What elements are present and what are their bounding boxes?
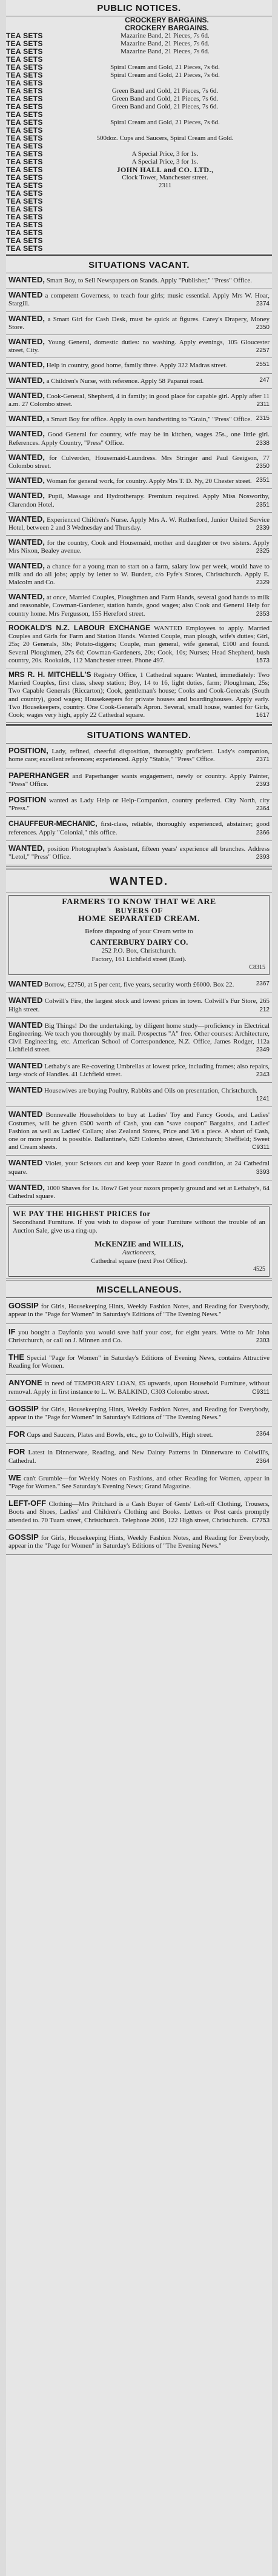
ad-body: position Photographer's Assistant, fifteen years' experience all branches. Address "Letol," "Press" Office. [8, 845, 270, 860]
classified-ad [6, 1083, 272, 1107]
farmers-code: C8315 [249, 964, 265, 971]
ad-lead-word: WANTED [8, 1085, 43, 1094]
tea-set-description: Spiral Cream and Gold, 21 Pieces, 7s 6d. [110, 119, 220, 126]
classified-ad [6, 358, 272, 373]
ad-body: WANTED Employees to apply. Married Couples and Girls for Farm and Station Hands. Wanted Couple, man plough, wife's duties; Girl, 25s; 20 Generals, 30s; Potato-diggers; Couple, man general, wife general, £100 and found. Several Ploughmen, 27s 6d; Cowman-Gardeners, 20s; Cook, 10s; Nurses; Head Shepherd, bush country, 20s. Rookalds, 112 Manchester street. Phone 497. [8, 624, 270, 664]
ad-lead-word: WANTED, [8, 337, 45, 347]
ad-reference-code: 2374 [256, 301, 270, 308]
ad-lead-word: WANTED, [8, 390, 45, 400]
farmers-line-3: HOME SEPARATED CREAM. [78, 914, 200, 924]
tea-set-description [62, 127, 268, 135]
tea-sets-label: TEA SETS [6, 71, 43, 79]
ad-reference-code: 2353 [256, 610, 270, 617]
classified-ad [6, 1470, 272, 1496]
classified-ad [6, 559, 272, 591]
ad-reference-code: C9311 [252, 1388, 270, 1396]
tea-sets-label: TEA SETS [6, 181, 43, 190]
tea-sets-label: TEA SETS [6, 228, 43, 237]
classified-ad [6, 1324, 272, 1350]
tea-sets-descriptions [62, 32, 272, 253]
ad-lead-word: WANTED, [8, 1182, 45, 1192]
wanted-list [6, 977, 272, 1205]
classified-ad [6, 1298, 272, 1323]
ad-reference-code: 2343 [256, 1071, 270, 1078]
ad-lead-word: WANTED, [8, 375, 45, 385]
ad-lead-word: WE [8, 1473, 21, 1482]
ad-lead-word: WANTED [8, 290, 43, 300]
ad-body: Woman for general work, for country. Apply Mrs T. D. Ny, 20 Chester street. [46, 478, 252, 485]
tea-set-description [62, 142, 268, 150]
ad-reference-code: 2366 [256, 829, 270, 836]
tea-sets-label: TEA SETS [6, 173, 43, 182]
ad-body: Colwill's Fire, the largest stock and lowest prices in town. Colwill's Fur Store, 265 High street. [8, 997, 270, 1013]
tea-sets-label: TEA SETS [6, 142, 43, 150]
classified-ad [6, 1350, 272, 1375]
ad-body: you bought a Dayfonia you would save half your cost, for eight years. Write to Mr John Christchurch, or call on J. Minnen and Co. [8, 1328, 270, 1344]
ad-lead-word: WANTED, [8, 476, 45, 485]
classified-ad [6, 977, 272, 993]
ad-reference-code: 2257 [256, 347, 270, 354]
farmers-line-5: CANTERBURY DAIRY CO. [90, 937, 188, 947]
tea-set-description: Green Band and Gold, 21 Pieces, 7s 6d. [111, 103, 219, 110]
ad-lead-word: WANTED, [8, 360, 45, 370]
ad-lead-word: WANTED, [8, 452, 45, 462]
classified-ad [6, 513, 272, 536]
classified-ad [6, 1107, 272, 1156]
ad-reference-code: 2350 [256, 324, 270, 331]
classified-ad [6, 1180, 272, 1205]
classified-ad [6, 389, 272, 412]
classified-ad [6, 768, 272, 793]
furniture-code: 4525 [253, 1266, 265, 1273]
ad-body: Bonnevalle Householders to buy at Ladies' Toy and Fancy Goods, and Ladies' Costumes, will be given £500 worth of Cash, you can "save coupon" Bargains, and Ladies' Fashion as well as Ladies' Collars; also Zealand Stores, Price and 3/6 a piece. A short of Cash, one or more pound is possible. Ballantine's, 629 Colombo street, Christchurch; Sheffield; Sweet and Cream sheets. [8, 1111, 270, 1151]
ad-reference-code: 2351 [256, 501, 270, 508]
ad-body: Pupil, Massage and Hydrotherapy. Premium required. Apply Miss Nosworthy, Clarendon Hotel. [8, 493, 270, 508]
tea-sets-label: TEA SETS [6, 102, 43, 111]
classified-ad [6, 1496, 272, 1529]
ad-reference-code: 2338 [256, 439, 270, 447]
ad-body: Cups and Saucers, Plates and Bowls, etc., go to Colwill's, High street. [27, 1431, 213, 1439]
ad-body: wanted as Lady Help or Help-Companion, country preferred. City North, city "Press." [8, 796, 270, 813]
tea-sets-label: TEA SETS [6, 165, 43, 174]
divider [6, 867, 272, 868]
tea-set-description: Clock Tower, Manchester street. [122, 174, 208, 181]
crockery-header-2 [6, 24, 272, 32]
ad-lead-word: WANTED [8, 1110, 43, 1119]
tea-sets-labels [6, 32, 62, 253]
ad-body: a Smart Boy for office. Apply in own handwriting to "Grain," "Press" Office. [46, 416, 252, 424]
ad-lead-word: ROOKALD'S N.Z. LABOUR EXCHANGE [8, 623, 151, 632]
ad-lead-word: WANTED, [8, 491, 45, 501]
ad-body: Young General, domestic duties: no washing. Apply evenings, 105 Gloucester street, City. [8, 339, 270, 354]
ad-body: for Culverden, Housemaid-Laundress. Mrs Stringer and Paul Greigson, 77 Colombo street. [8, 454, 270, 470]
farmers-line-6: 252 P.O. Box, Christchurch. [101, 947, 177, 955]
ad-body: a competent Governess, to teach four girls; music essential. Apply Mrs W. Hoar, Stargill. [8, 292, 270, 308]
ad-body: first-class, reliable, thoroughly experienced, abstainer; good references. Apply "Colonial," this office. [8, 820, 270, 836]
situations-vacant-heading: SITUATIONS VACANT. [6, 257, 272, 273]
tea-set-description: Green Band and Gold, 21 Pieces, 7s 6d. [111, 95, 219, 102]
classified-ad [6, 793, 272, 817]
classified-ad [6, 288, 272, 311]
farmers-line-1: FARMERS TO KNOW THAT WE ARE [62, 897, 216, 907]
ad-body: in need of TEMPORARY LOAN, £5 upwards, upon Household Furniture, without removal. Apply in first instance to L. W. BALKIND, C303 Colombo street. [8, 1380, 270, 1396]
ad-body: can't Grumble—for Weekly Notes on Fashions, and other Reading for Women, appear in "Page for Women." See Saturday's Evening News; Grand Magazine. [8, 1474, 270, 1491]
tea-sets-label: TEA SETS [6, 126, 43, 135]
ad-reference-code: 2325 [256, 548, 270, 555]
classified-ad [6, 1529, 272, 1555]
ad-reference-code: 1573 [256, 657, 270, 664]
classified-ad [6, 817, 272, 840]
ad-lead-word: WANTED, [8, 592, 45, 602]
ad-lead-word: POSITION [8, 794, 47, 804]
divider [6, 724, 272, 726]
ad-reference-code: 2339 [256, 525, 270, 532]
ad-body: Help in country, good home, family three. Apply 322 Madras street. [46, 362, 228, 370]
ad-body: for Girls, Housekeeping Hints, Weekly Fashion Notes, and Reading for Everybody, appear in the "Page for Women" in Saturday's Editions of "The Evening News." [8, 1405, 270, 1422]
classified-ad [6, 993, 272, 1017]
ad-reference-code: 247 [259, 376, 270, 384]
tea-set-description: JOHN HALL and CO. LTD., [116, 165, 214, 174]
ad-lead-word: WANTED [8, 1060, 43, 1070]
ad-lead-word: MRS R. H. MITCHELL'S [8, 670, 91, 679]
classified-ad [6, 474, 272, 489]
ad-body: Special "Page for Women" in Saturday's Editions of Evening News, contains Attractive Reading for Women. [8, 1354, 270, 1370]
situations-wanted-heading: SITUATIONS WANTED. [6, 727, 272, 744]
ad-body: Borrow, £2750, at 5 per cent, five years, security worth £6000. Box 22. [44, 981, 234, 989]
ad-lead-word: FOR [8, 1447, 25, 1457]
classified-ad [6, 841, 272, 865]
tea-sets-label: TEA SETS [6, 32, 43, 40]
ad-lead-word: WANTED, [8, 561, 45, 570]
tea-set-description [62, 56, 268, 64]
ad-body: Big Things! Do the undertaking, by diligent home study—proficiency in Electrical Engineering. We teach you thoroughly by mail. Prospectus "A" free. Other courses: Architecture, Civil Engineering, etc. American School of Correspondence, N.Z. Office, James Rodger, 112a Lichfield street. [8, 1022, 270, 1054]
tea-set-description: 500doz. Cups and Saucers, Spiral Cream and Gold. [96, 135, 234, 142]
ad-lead-word: WANTED, [8, 514, 45, 524]
miscellaneous-heading: MISCELLANEOUS. [6, 1282, 272, 1298]
mckenzie-willis-advert [8, 1206, 270, 1277]
ad-reference-code: 2303 [256, 1337, 270, 1344]
ad-reference-code: 2350 [256, 463, 270, 470]
classified-ad [6, 335, 272, 358]
ad-reference-code: 2551 [256, 361, 270, 368]
ad-body: for Girls, Housekeeping Hints, Weekly Fashion Notes, and Reading for Everybody, appear in the "Page for Women" in Saturday's Editions of "The Evening News." [8, 1534, 270, 1550]
classified-ad [6, 744, 272, 768]
furniture-line-1: WE PAY THE HIGHEST PRICES for [13, 1209, 151, 1219]
tea-set-description: Mazarine Band, 21 Pieces, 7s 6d. [121, 48, 210, 55]
classified-ad [6, 412, 272, 427]
classified-ad [6, 1059, 272, 1083]
classified-ad [6, 536, 272, 559]
ad-reference-code: C9311 [252, 1144, 270, 1151]
ad-lead-word: FOR [8, 1429, 25, 1439]
ad-lead-word: CHAUFFEUR-MECHANIC, [8, 819, 98, 828]
ad-lead-word: IF [8, 1326, 16, 1336]
ad-lead-word: WANTED [8, 979, 43, 989]
tea-sets-label: TEA SETS [6, 134, 43, 142]
ad-lead-word: LEFT-OFF [8, 1499, 47, 1508]
tea-sets-label: TEA SETS [6, 244, 43, 253]
tea-sets-label: TEA SETS [6, 47, 43, 56]
tea-sets-label: TEA SETS [6, 150, 43, 158]
tea-sets-label: TEA SETS [6, 79, 43, 87]
ad-body: a chance for a young man to start on a farm, salary low per week, would have to milk and do all jobs; apply by letter to W. Burdett, c/o Fyfe's Stores, Christchurch. Apply E. Malcolm and Co. [8, 562, 270, 587]
tea-set-description: Mazarine Band, 21 Pieces, 7s 6d. [121, 40, 210, 47]
tea-sets-label: TEA SETS [6, 95, 43, 103]
ad-reference-code: 2364 [256, 1431, 270, 1438]
classified-ad [6, 1156, 272, 1180]
farmers-line-4: Before disposing of your Cream write to [85, 928, 193, 936]
farmers-line-2: BUYERS OF [115, 906, 163, 916]
furniture-line-3: McKENZIE and WILLIS, [94, 1239, 184, 1249]
miscellaneous-list [6, 1298, 272, 1555]
ad-body: Cook-General, Shepherd, 4 in family; in good place for capable girl. Apply after 11 a.m. 27 Colombo street. [8, 392, 270, 408]
furniture-line-5: Cathedral square (next Post Office). [91, 1257, 187, 1265]
ad-body: Latest in Dinnerware, Reading, and New Dainty Patterns in Dinnerware to Colwill's, Cathedral. [8, 1449, 270, 1465]
classified-ad [6, 1426, 272, 1444]
canterbury-dairy-advert [8, 895, 270, 975]
crockery-title-1: CROCKERY BARGAINS. [125, 16, 209, 24]
newspaper-column [6, 0, 272, 2576]
ad-lead-word: PAPERHANGER [8, 770, 70, 780]
tea-sets-label: TEA SETS [6, 158, 43, 166]
crockery-title-2: CROCKERY BARGAINS. [125, 24, 209, 32]
tea-sets-label: TEA SETS [6, 39, 43, 48]
tea-set-description: A Special Price, 3 for 1s. [131, 150, 199, 158]
ad-reference-code: 2349 [256, 1047, 270, 1054]
classified-ad [6, 1018, 272, 1059]
tea-set-description: Spiral Cream and Gold, 21 Pieces, 7s 6d. [110, 72, 220, 79]
ad-lead-word: THE [8, 1353, 24, 1362]
ad-reference-code: 2393 [256, 780, 270, 788]
classified-ad [6, 1444, 272, 1469]
ad-lead-word: GOSSIP [8, 1301, 39, 1311]
tea-sets-label: TEA SETS [6, 55, 43, 64]
classified-ad [6, 590, 272, 622]
tea-sets-label: TEA SETS [6, 87, 43, 95]
ad-lead-word: WANTED, [8, 313, 45, 323]
tea-sets-label: TEA SETS [6, 213, 43, 221]
ad-reference-code: 2367 [256, 980, 270, 988]
furniture-line-2: Secondhand Furniture. If you wish to dispose of your Furniture without the trouble of an Auction Sale, give us a ring-up. [13, 1219, 265, 1235]
tea-sets-label: TEA SETS [6, 110, 43, 119]
classified-ad [6, 451, 272, 474]
ad-reference-code: 2315 [256, 415, 270, 422]
tea-sets-label: TEA SETS [6, 189, 43, 198]
ad-reference-code: 2393 [256, 853, 270, 860]
ad-body: Lethaby's are Re-covering Umbrellas at lowest price, including frames; also repairs, large stock of Handles. 41 Lichfield street. [8, 1062, 270, 1078]
ad-body: Housewives are buying Poultry, Rabbits and Oils on presentation, Christchurch. [44, 1087, 257, 1094]
classified-ad [6, 1375, 272, 1400]
tea-set-description: A Special Price, 3 for 1s. [131, 158, 199, 165]
ad-body: a Children's Nurse, with reference. Apply 58 Papanui road. [46, 377, 204, 385]
ad-body: a Smart Girl for Cash Desk, must be quick at figures. Carey's Drapery, Money Store. [8, 315, 270, 331]
ad-reference-code: 1617 [256, 711, 270, 719]
tea-sets-label: TEA SETS [6, 63, 43, 72]
tea-sets-label: TEA SETS [6, 197, 43, 205]
ad-body: Registry Office, 1 Cathedral square: Wanted, immediately: Two Married Couples, first class, sheep station; Boy, 14 to 16, light duties, farm; Ploughman, 25s; Two Capable Generals (Riccarton); Cook, gentleman's house; Cooks and Cook-Generals (South and country), good wages; Housekeepers for private houses and boardinghouses. Apply early. Two Housekeepers, country. One Cook-General's Apron. Several, small house, wanted for Girls, Cook; wages very high, apply 22 Cathedral square. [8, 671, 270, 719]
ad-body: Lady, refined, cheerful disposition, thoroughly proficient. Lady's companion, home care; excellent references; experienced. Apply "Stable," "Press" Office. [8, 748, 270, 764]
wanted-heading: WANTED. [6, 870, 272, 893]
public-notices-heading: PUBLIC NOTICES. [6, 0, 272, 16]
tea-sets-label: TEA SETS [6, 118, 43, 127]
ad-body: and Paperhanger wants engagement, newly or country. Apply Painter, "Press" Office. [8, 772, 270, 788]
ad-reference-code: 2364 [256, 805, 270, 813]
ad-body: Smart Boy, to Sell Newspapers on Stands. Apply "Publisher," "Press" Office. [46, 277, 252, 284]
ad-body: for Girls, Housekeeping Hints, Weekly Fashion Notes, and Reading for Everybody, appear in the "Page for Women" in Saturday's Editions of "The Evening News." [8, 1303, 270, 1319]
farmers-line-7: Factory, 161 Lichfield street (East). [91, 956, 187, 964]
tea-sets-label: TEA SETS [6, 236, 43, 245]
ad-reference-code: 2364 [256, 1457, 270, 1465]
ad-lead-word: WANTED, [8, 537, 45, 547]
classified-ad [6, 622, 272, 668]
ad-reference-code: 212 [259, 1006, 270, 1013]
classified-ad [6, 489, 272, 512]
classified-ad [6, 427, 272, 450]
ad-reference-code: 2311 [256, 401, 270, 408]
ad-reference-code: 3393 [256, 1168, 270, 1176]
tea-sets-label: TEA SETS [6, 205, 43, 213]
ad-lead-word: GOSSIP [8, 1403, 39, 1413]
classified-ad [6, 668, 272, 723]
tea-set-description: 2311 [158, 182, 172, 189]
ad-lead-word: GOSSIP [8, 1532, 39, 1542]
ad-lead-word: WANTED, [8, 843, 45, 853]
classified-ad [6, 273, 272, 288]
tea-sets-label: TEA SETS [6, 221, 43, 229]
divider [6, 254, 272, 256]
ad-lead-word: WANTED, [8, 275, 45, 284]
tea-set-description [62, 111, 268, 119]
ad-body: Clothing—Mrs Pritchard is a Cash Buyer of Gents' Left-off Clothing, Trousers, Boots and Shoes, Ladies' and Children's Clothing and Books. Letters or Post cards promptly attended to. 70 Tuam street, Christchurch. Telephone 2006, 122 High street, Christchurch. [8, 1500, 270, 1524]
ad-body: Violet, your Scissors cut and keep your Razor in good condition, at 24 Cathedral square. [8, 1160, 270, 1176]
ad-lead-word: WANTED, [8, 429, 45, 439]
tea-set-description: Mazarine Band, 21 Pieces, 7s 6d. [121, 32, 210, 39]
ad-reference-code: 2351 [256, 477, 270, 484]
ad-reference-code: 2371 [256, 756, 270, 764]
situations-wanted-list [6, 744, 272, 865]
ad-body: Experienced Children's Nurse. Apply Mrs A. W. Rutherford, Junior United Service Hotel, between 2 and 3 Wednesday and Thursday. [8, 516, 270, 532]
tea-set-description: Green Band and Gold, 21 Pieces, 7s 6d. [111, 87, 219, 95]
tea-set-description: Spiral Cream and Gold, 21 Pieces, 7s 6d. [110, 64, 220, 71]
tea-set-description [62, 79, 268, 87]
ad-lead-word: ANYONE [8, 1378, 42, 1388]
situations-vacant-list [6, 273, 272, 723]
ad-body: at once, Married Couples, Ploughmen and Farm Hands, several good hands to milk and reasonable, Cowman-Gardener, station hands, good wages; also Cook and General Help for country home. Mrs Fergusson, 155 Hereford street. [8, 594, 270, 617]
ad-body: for the country, Cook and Housemaid, mother and daughter or two sisters. Apply Mrs Nixon, Bealey avenue. [8, 539, 270, 555]
classified-ad [6, 374, 272, 389]
classified-ad [6, 1401, 272, 1426]
ad-body: Good General for country, wife may be in kitchen, wages 25s., one little girl. References. Apply Country, "Press" Office. [8, 431, 270, 447]
ad-lead-word: WANTED [8, 996, 43, 1005]
classified-ad [6, 312, 272, 335]
furniture-line-4: Auctioneers, [122, 1249, 156, 1257]
ad-lead-word: WANTED [8, 1020, 43, 1030]
ad-reference-code: C7753 [251, 1517, 270, 1524]
divider [6, 1279, 272, 1280]
tea-sets-advert [6, 32, 272, 253]
ad-body: 1000 Shaves for 1s. How? Get your razors properly ground and set at Lethaby's, 64 Cathedral square. [8, 1184, 270, 1200]
ad-reference-code: 1241 [256, 1096, 270, 1103]
ad-lead-word: POSITION, [8, 746, 48, 756]
ad-reference-code: 2329 [256, 579, 270, 587]
ad-lead-word: WANTED, [8, 414, 45, 424]
ad-lead-word: WANTED [8, 1158, 43, 1168]
